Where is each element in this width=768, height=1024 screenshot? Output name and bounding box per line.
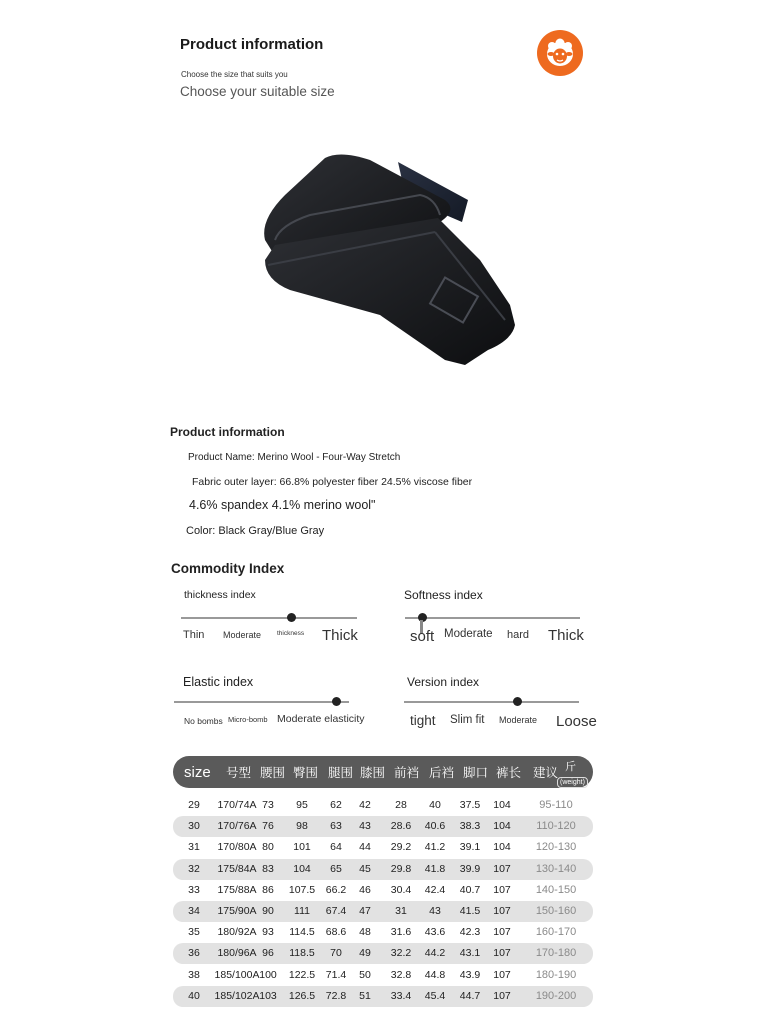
product-info-heading: Product information — [170, 425, 285, 439]
table-cell: 48 — [359, 926, 371, 939]
table-cell: 49 — [359, 947, 371, 960]
table-cell: 107 — [493, 968, 511, 981]
header-recommended: 建议 — [533, 766, 559, 780]
elastic-track — [174, 701, 349, 703]
table-cell: 45.4 — [424, 989, 446, 1002]
header-knee: 膝围 — [360, 766, 386, 780]
header-hip: 臀围 — [293, 766, 319, 780]
header-weight-note: (weight) — [557, 777, 588, 788]
table-cell: 104 — [493, 820, 511, 833]
table-cell: 30 — [188, 820, 200, 833]
version-label-moderate: Moderate — [499, 715, 538, 725]
table-cell: 90 — [262, 905, 274, 917]
table-cell: 71.4 — [325, 968, 347, 981]
header-leg-opening: 脚口 — [463, 766, 489, 780]
table-cell: 33.4 — [390, 989, 412, 1002]
table-cell: 32.2 — [390, 947, 412, 960]
thickness-label-thickness: thickness — [277, 630, 305, 637]
version-track — [404, 701, 579, 703]
spandex-composition: 4.6% spandex 4.1% merino wool" — [189, 498, 376, 512]
table-cell: 29 — [188, 799, 200, 811]
subtitle-small: Choose the size that suits you — [181, 70, 288, 79]
table-cell: 28.6 — [390, 820, 412, 833]
table-cell: 101 — [293, 841, 311, 854]
elastic-label-moderate-elasticity: Moderate elasticity — [277, 713, 365, 725]
table-cell: 103 — [259, 989, 277, 1002]
table-cell: 170/76A — [217, 820, 257, 833]
table-cell: 70 — [330, 947, 342, 960]
table-cell: 72.8 — [325, 989, 347, 1002]
table-cell: 63 — [330, 820, 342, 833]
table-cell: 122.5 — [288, 968, 316, 981]
table-cell: 114.5 — [289, 926, 315, 939]
table-cell: 29.8 — [390, 862, 412, 875]
table-cell: 185/100A — [214, 968, 260, 981]
table-cell: 93 — [262, 926, 274, 939]
softness-label-hard: hard — [507, 629, 530, 641]
table-cell: 41.5 — [459, 905, 481, 917]
table-cell: 86 — [262, 883, 274, 896]
table-row — [173, 965, 593, 986]
table-cell: 43 — [359, 820, 371, 833]
product-name: Product Name: Merino Wool - Four-Way Stretch — [188, 452, 401, 463]
table-cell: 41.8 — [424, 862, 446, 875]
softness-label-moderate: Moderate — [444, 628, 493, 640]
table-cell: 34 — [188, 905, 200, 917]
table-cell: 130-140 — [535, 862, 577, 875]
table-cell: 40 — [429, 799, 441, 811]
table-cell: 107 — [493, 989, 511, 1002]
table-cell: 104 — [293, 862, 311, 875]
elastic-index-title: Elastic index — [183, 675, 254, 689]
table-cell: 40.6 — [424, 820, 446, 833]
table-cell: 180/96A — [217, 947, 257, 960]
table-cell: 107.5 — [288, 883, 316, 896]
table-cell: 43.6 — [424, 926, 446, 939]
table-cell: 66.2 — [325, 883, 347, 896]
table-cell: 96 — [262, 947, 274, 960]
table-cell: 68.6 — [325, 926, 347, 939]
softness-label-soft: soft — [410, 628, 435, 645]
table-cell: 160-170 — [535, 926, 577, 939]
table-cell: 80 — [262, 841, 274, 854]
table-cell: 32 — [188, 862, 200, 875]
table-cell: 30.4 — [390, 883, 412, 896]
table-cell: 44.7 — [459, 989, 481, 1002]
table-cell: 62 — [330, 799, 342, 811]
thickness-label-thick: Thick — [322, 627, 358, 644]
table-cell: 32.8 — [390, 968, 412, 981]
table-row — [173, 859, 593, 880]
table-cell: 44.2 — [424, 947, 446, 960]
table-cell: 38.3 — [459, 820, 481, 833]
version-label-tight: tight — [410, 713, 436, 728]
table-row — [173, 943, 593, 964]
size-table-header — [173, 756, 593, 788]
table-row — [173, 837, 593, 858]
table-cell: 110-120 — [536, 820, 576, 833]
table-cell: 33 — [188, 883, 200, 896]
table-cell: 65 — [330, 862, 342, 875]
table-cell: 83 — [262, 862, 274, 875]
header-size: size — [184, 764, 211, 781]
table-cell: 107 — [493, 905, 511, 917]
table-cell: 31 — [188, 841, 200, 854]
thickness-level-indicator — [287, 613, 296, 622]
table-cell: 42.4 — [424, 883, 446, 896]
table-cell: 46 — [359, 883, 371, 896]
table-cell: 40.7 — [459, 883, 481, 896]
table-cell: 44 — [359, 841, 371, 854]
table-cell: 39.9 — [459, 862, 481, 875]
table-cell: 107 — [493, 947, 511, 960]
table-cell: 36 — [188, 947, 200, 960]
table-cell: 170-180 — [535, 947, 577, 960]
table-cell: 67.4 — [325, 905, 347, 917]
header-model: 号型 — [226, 766, 252, 780]
table-cell: 175/90A — [217, 905, 257, 917]
table-cell: 190-200 — [535, 989, 577, 1002]
softness-index-title: Softness index — [404, 588, 483, 602]
table-cell: 43 — [429, 905, 441, 917]
table-cell: 43.9 — [459, 968, 481, 981]
elastic-level-indicator — [332, 697, 341, 706]
header-thigh: 腿围 — [328, 766, 354, 780]
table-cell: 98 — [296, 820, 308, 833]
table-cell: 118.5 — [289, 947, 315, 960]
table-row — [173, 816, 593, 837]
table-cell: 73 — [262, 799, 274, 811]
table-cell: 38 — [188, 968, 200, 981]
table-row — [173, 795, 593, 816]
table-cell: 180-190 — [535, 968, 577, 981]
table-cell: 44.8 — [424, 968, 446, 981]
thickness-track — [181, 617, 357, 619]
table-cell: 107 — [493, 926, 511, 939]
product-color: Color: Black Gray/Blue Gray — [186, 525, 325, 537]
header-jin: 斤 — [565, 761, 576, 773]
table-cell: 42.3 — [459, 926, 481, 939]
header-waist: 腰围 — [260, 766, 286, 780]
table-cell: 140-150 — [535, 883, 577, 896]
commodity-index-heading: Commodity Index — [171, 561, 285, 576]
softness-track — [405, 617, 580, 619]
page-title: Product information — [180, 36, 324, 53]
table-cell: 120-130 — [535, 841, 577, 854]
thickness-label-moderate: Moderate — [223, 630, 262, 640]
table-cell: 111 — [294, 905, 310, 917]
table-cell: 47 — [359, 905, 371, 917]
table-cell: 95-110 — [539, 799, 573, 811]
table-cell: 37.5 — [459, 799, 481, 811]
table-cell: 42 — [359, 799, 371, 811]
table-cell: 104 — [493, 841, 511, 854]
softness-label-thick: Thick — [548, 627, 584, 644]
thickness-label-thin: Thin — [183, 629, 205, 641]
table-cell: 31.6 — [390, 926, 412, 939]
table-cell: 107 — [493, 862, 511, 875]
table-row — [173, 986, 593, 1007]
table-cell: 95 — [296, 799, 308, 811]
version-label-slim-fit: Slim fit — [450, 714, 485, 726]
table-cell: 43.1 — [459, 947, 481, 960]
table-cell: 41.2 — [424, 841, 446, 854]
table-cell: 170/80A — [217, 841, 257, 854]
table-cell: 76 — [262, 820, 274, 833]
table-cell: 100 — [259, 968, 277, 981]
header-front-rise: 前裆 — [394, 766, 420, 780]
table-cell: 170/74A — [217, 799, 257, 811]
table-cell: 35 — [188, 926, 200, 939]
table-cell: 104 — [493, 799, 511, 811]
table-cell: 40 — [188, 989, 200, 1002]
table-cell: 64 — [330, 841, 342, 854]
elastic-label-micro-bomb: Micro-bomb — [228, 715, 268, 724]
table-cell: 31 — [395, 905, 407, 917]
table-cell: 29.2 — [390, 841, 412, 854]
table-row — [173, 901, 593, 922]
header-length: 裤长 — [496, 766, 522, 780]
thickness-index-title: thickness index — [184, 589, 256, 601]
table-row — [173, 922, 593, 943]
table-row — [173, 880, 593, 901]
table-cell: 185/102A — [214, 989, 260, 1002]
table-cell: 175/88A — [217, 883, 257, 896]
header-back-rise: 后裆 — [429, 766, 455, 780]
fabric-composition: Fabric outer layer: 66.8% polyester fiber 24.5% viscose fiber — [192, 476, 473, 488]
table-cell: 175/84A — [217, 862, 257, 875]
sheep-logo-icon — [537, 30, 583, 76]
version-label-loose: Loose — [556, 713, 597, 730]
table-cell: 107 — [493, 883, 511, 896]
subtitle-large: Choose your suitable size — [180, 84, 335, 99]
elastic-label-no-bombs: No bombs — [184, 716, 223, 726]
table-cell: 150-160 — [535, 905, 577, 917]
table-cell: 45 — [359, 862, 371, 875]
table-cell: 126.5 — [288, 989, 316, 1002]
table-cell: 28 — [395, 799, 407, 811]
table-cell: 50 — [359, 968, 371, 981]
table-cell: 51 — [359, 989, 371, 1002]
table-cell: 180/92A — [217, 926, 257, 939]
version-index-title: Version index — [407, 675, 480, 689]
table-cell: 39.1 — [459, 841, 481, 854]
version-level-indicator — [513, 697, 522, 706]
product-photo — [230, 140, 540, 380]
